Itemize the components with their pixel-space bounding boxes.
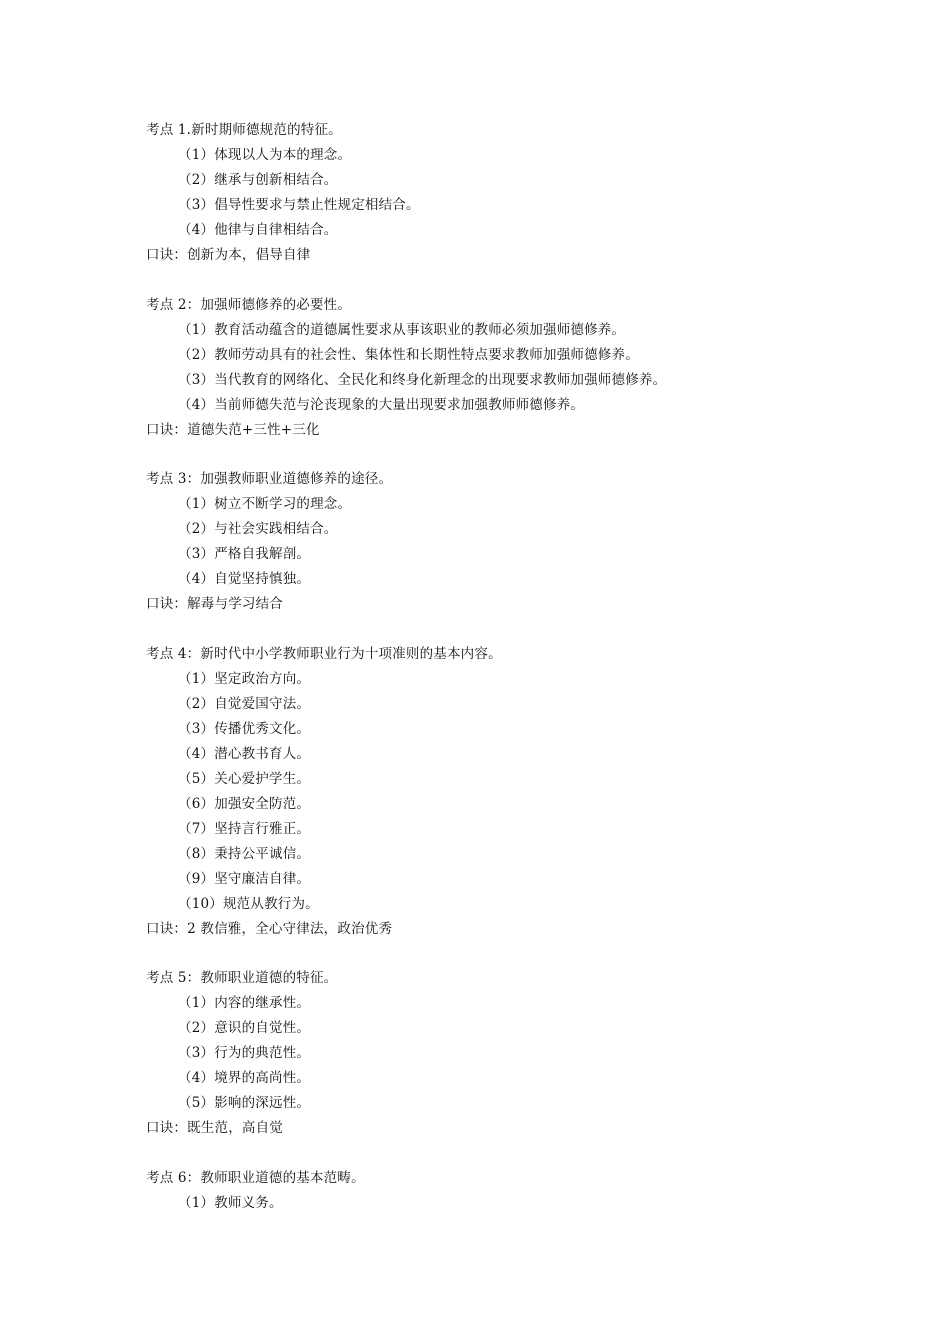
section-gap bbox=[146, 268, 866, 293]
section-gap bbox=[146, 942, 866, 967]
section-6 bbox=[146, 1166, 866, 1216]
section-title: 考点 4：新时代中小学教师职业行为十项准则的基本内容。 bbox=[146, 645, 502, 662]
list-item: （4）自觉坚持慎独。 bbox=[178, 571, 311, 587]
mnemonic: 口诀：创新为本，倡导自律 bbox=[146, 247, 311, 263]
mnemonic: 口诀：解毒与学习结合 bbox=[146, 596, 283, 612]
list-item: （5）关心爱护学生。 bbox=[178, 770, 311, 787]
list-item: （3）严格自我解剖。 bbox=[178, 546, 311, 562]
section-gap bbox=[146, 617, 866, 642]
list-item: （8）秉持公平诚信。 bbox=[178, 845, 311, 862]
section-1 bbox=[146, 118, 866, 268]
section-title: 考点 5：教师职业道德的特征。 bbox=[146, 970, 338, 986]
mnemonic: 口诀：道德失范+三性+三化 bbox=[146, 421, 320, 438]
list-item: （1）教育活动蕴含的道德属性要求从事该职业的教师必须加强师德修养。 bbox=[178, 321, 626, 338]
section-title: 考点 2：加强师德修养的必要性。 bbox=[146, 296, 352, 313]
list-item: （3）传播优秀文化。 bbox=[178, 720, 311, 737]
section-3 bbox=[146, 467, 866, 617]
list-item: （1）体现以人为本的理念。 bbox=[178, 147, 352, 163]
list-item: （3）倡导性要求与禁止性规定相结合。 bbox=[178, 197, 420, 213]
list-item: （4）潜心教书育人。 bbox=[178, 745, 311, 762]
list-item: （2）自觉爱国守法。 bbox=[178, 695, 311, 712]
mnemonic: 口诀：2 教信雅，全心守律法，政治优秀 bbox=[146, 920, 393, 937]
list-item: （2）继承与创新相结合。 bbox=[178, 172, 338, 188]
list-item: （9）坚守廉洁自律。 bbox=[178, 870, 311, 887]
document-body bbox=[146, 118, 866, 1216]
list-item: （7）坚持言行雅正。 bbox=[178, 820, 311, 837]
list-item: （2）与社会实践相结合。 bbox=[178, 521, 338, 537]
list-item: （2）教师劳动具有的社会性、集体性和长期性特点要求教师加强师德修养。 bbox=[178, 346, 639, 363]
section-title: 考点 3：加强教师职业道德修养的途径。 bbox=[146, 471, 393, 487]
section-4 bbox=[146, 642, 866, 942]
section-gap bbox=[146, 1141, 866, 1166]
section-title: 考点 1.新时期师德规范的特征。 bbox=[146, 122, 342, 138]
mnemonic: 口诀：既生范，高自觉 bbox=[146, 1120, 283, 1136]
list-item: （3）行为的典范性。 bbox=[178, 1045, 311, 1061]
section-2 bbox=[146, 293, 866, 443]
list-item: （3）当代教育的网络化、全民化和终身化新理念的出现要求教师加强师德修养。 bbox=[178, 371, 667, 388]
list-item: （4）他律与自律相结合。 bbox=[178, 222, 338, 238]
section-gap bbox=[146, 443, 866, 468]
list-item: （1）树立不断学习的理念。 bbox=[178, 496, 352, 512]
list-item: （6）加强安全防范。 bbox=[178, 795, 311, 812]
list-item: （10）规范从教行为。 bbox=[178, 895, 319, 912]
list-item: （4）境界的高尚性。 bbox=[178, 1070, 311, 1086]
section-title: 考点 6：教师职业道德的基本范畴。 bbox=[146, 1169, 365, 1186]
section-5 bbox=[146, 966, 866, 1141]
list-item: （2）意识的自觉性。 bbox=[178, 1020, 311, 1036]
list-item: （1）内容的继承性。 bbox=[178, 995, 311, 1011]
list-item: （5）影响的深远性。 bbox=[178, 1095, 311, 1111]
list-item: （1）坚定政治方向。 bbox=[178, 670, 311, 687]
list-item: （4）当前师德失范与沦丧现象的大量出现要求加强教师师德修养。 bbox=[178, 396, 585, 413]
list-item: （1）教师义务。 bbox=[178, 1194, 283, 1211]
